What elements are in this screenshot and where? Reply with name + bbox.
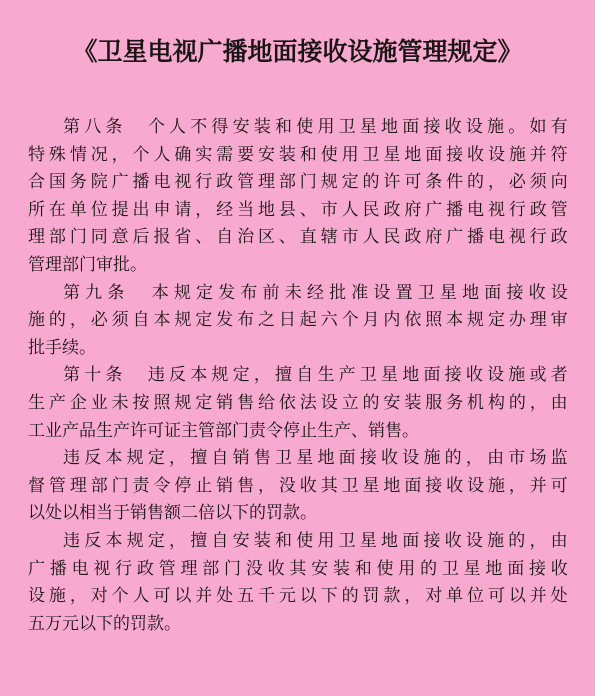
paragraph-line: 五万元以下的罚款。 (28, 613, 181, 634)
paragraph-line: 设 施 ， 对 个 人 可 以 并 处 五 千 元 以 下 的 罚 款 ， 对 单 位 可 以 并 处 (28, 586, 568, 607)
paragraph-line: 施 的 ， 必 须 自 本 规 定 发 布 之 日 起 六 个 月 内 依 照 本 规 定 办 理 审 (28, 310, 568, 331)
paragraph-line: 违 反 本 规 定 ， 擅 自 安 装 和 使 用 卫 星 地 面 接 收 设 施 的 ， 由 (63, 530, 568, 551)
paragraph-line: 第 八 条 个 人 不 得 安 装 和 使 用 卫 星 地 面 接 收 设 施 。 如 有 (63, 117, 568, 137)
paragraph-line: 合 国 务 院 广 播 电 视 行 政 管 理 部 门 规 定 的 许 可 条 件 的 ， 必 须 向 (28, 172, 568, 193)
paragraph-line: 广 播 电 视 行 政 管 理 部 门 没 收 其 安 装 和 使 用 的 卫 星 地 面 接 收 (28, 558, 568, 579)
paragraph-line: 理 部 门 同 意 后 报 省 、 自 治 区 、 直 辖 市 人 民 政 府 广 播 电 视 行 政 (28, 227, 568, 248)
paragraph-line: 所 在 单 位 提 出 申 请 ， 经 当 地 县 、 市 人 民 政 府 广 播 电 视 行 政 管 (28, 199, 568, 220)
paragraph-line: 以处以相当于销售额二倍以下的罚款。 (28, 503, 317, 524)
paragraph-line: 工业产品生产许可证主管部门责令停止生产、销售。 (28, 420, 419, 441)
paragraph-line: 第 十 条 违 反 本 规 定 ， 擅 自 生 产 卫 星 地 面 接 收 设 施 或 者 (63, 365, 568, 386)
paragraph-line: 第 九 条 本 规 定 发 布 前 未 经 批 准 设 置 卫 星 地 面 接 收 设 (63, 282, 568, 303)
paragraph-line: 特 殊 情 况 ， 个 人 确 实 需 要 安 装 和 使 用 卫 星 地 面 接 收 设 施 并 符 (28, 144, 568, 165)
paragraph-line: 管理部门审批。 (28, 254, 147, 275)
paragraph-line: 批手续。 (28, 337, 96, 358)
document-title: 《卫星电视广播地面接收设施管理规定》 (72, 37, 523, 66)
paragraph-line: 生 产 企 业 未 按 照 规 定 销 售 给 依 法 设 立 的 安 装 服 务 机 构 的 ， 由 (28, 392, 568, 413)
paragraph-line: 违 反 本 规 定 ， 擅 自 销 售 卫 星 地 面 接 收 设 施 的 ， 由 市 场 监 (63, 448, 568, 469)
paragraph-line: 督 管 理 部 门 责 令 停 止 销 售 ， 没 收 其 卫 星 地 面 接 收 设 施 ， 并 可 (28, 475, 568, 496)
regulation-body (28, 114, 568, 638)
